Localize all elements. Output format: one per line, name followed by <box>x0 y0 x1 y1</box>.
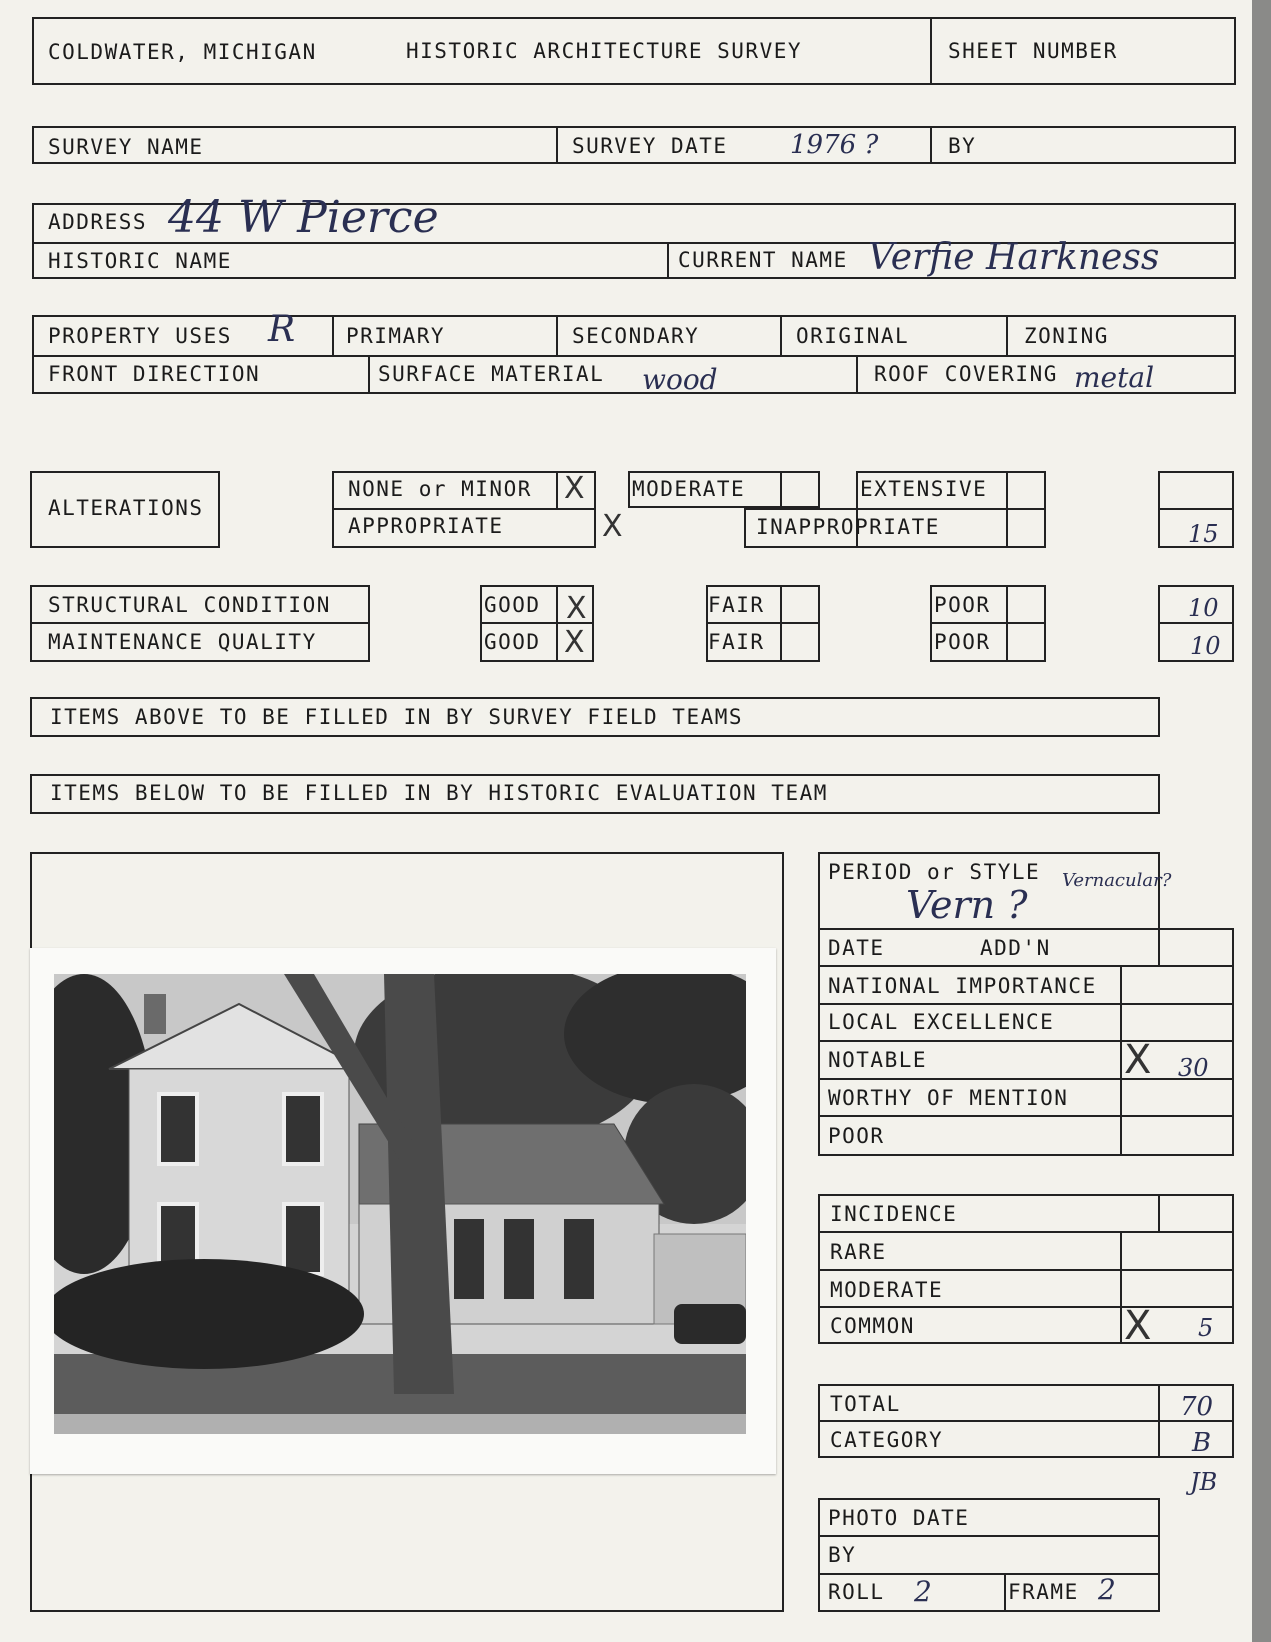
total-value: 70 <box>1180 1392 1214 1422</box>
alt-moderate: MODERATE <box>632 477 746 501</box>
house-photo <box>30 948 776 1474</box>
notable-label: NOTABLE <box>828 1048 928 1072</box>
common-label: COMMON <box>830 1314 915 1338</box>
rare-label: RARE <box>830 1240 887 1264</box>
current-name-label: CURRENT NAME <box>678 248 848 272</box>
poor-label: POOR <box>828 1124 885 1148</box>
alt-extensive: EXTENSIVE <box>860 477 988 501</box>
category-label: CATEGORY <box>830 1428 944 1452</box>
structural-good-check: X <box>566 591 587 626</box>
address-label: ADDRESS <box>48 210 148 234</box>
alt-appropriate-check: X <box>602 509 623 544</box>
address-value: 44 W Pierce <box>168 192 439 243</box>
sheet-number-label: SHEET NUMBER <box>948 39 1118 63</box>
photo-date-label: PHOTO DATE <box>828 1506 970 1530</box>
notable-check: X <box>1124 1037 1152 1083</box>
frame-label: FRAME <box>1008 1580 1079 1604</box>
roll-label: ROLL <box>828 1580 885 1604</box>
maintenance-score: 10 <box>1190 632 1221 660</box>
common-score: 5 <box>1198 1314 1214 1342</box>
period-style-label: PERIOD or STYLE <box>828 860 1041 884</box>
addn-label: ADD'N <box>980 936 1051 960</box>
maintenance-good-check: X <box>564 625 585 660</box>
primary-label: PRIMARY <box>346 324 446 348</box>
historic-name-label: HISTORIC NAME <box>48 249 232 273</box>
scan-background-edge <box>1252 0 1271 1642</box>
worthy-of-mention-label: WORTHY OF MENTION <box>828 1086 1069 1110</box>
frame-value: 2 <box>1098 1573 1116 1606</box>
alt-inappropriate: INAPPROPRIATE <box>756 515 940 539</box>
incidence-label: INCIDENCE <box>830 1202 958 1226</box>
header-survey-title: HISTORIC ARCHITECTURE SURVEY <box>406 39 803 63</box>
total-label: TOTAL <box>830 1392 901 1416</box>
secondary-label: SECONDARY <box>572 324 700 348</box>
survey-name-label: SURVEY NAME <box>48 135 204 159</box>
structural-poor: POOR <box>934 593 991 617</box>
current-name-value: Verfie Harkness <box>868 237 1160 278</box>
original-label: ORIGINAL <box>796 324 910 348</box>
surface-material-label: SURFACE MATERIAL <box>378 362 605 386</box>
house-photo-image <box>54 974 746 1434</box>
survey-date-label: SURVEY DATE <box>572 134 728 158</box>
structural-condition-label: STRUCTURAL CONDITION <box>48 593 331 617</box>
maintenance-quality-label: MAINTENANCE QUALITY <box>48 630 317 654</box>
incidence-moderate-label: MODERATE <box>830 1278 944 1302</box>
alterations-label: ALTERATIONS <box>48 496 204 520</box>
maintenance-poor: POOR <box>934 630 991 654</box>
header-city: COLDWATER, MICHIGAN <box>48 40 317 64</box>
note-above: ITEMS ABOVE TO BE FILLED IN BY SURVEY FIELD TEAMS <box>50 705 744 729</box>
roof-covering-label: ROOF COVERING <box>874 362 1058 386</box>
period-style-value: Vern ? <box>906 883 1028 927</box>
property-uses-value: R <box>268 309 296 350</box>
common-check: X <box>1124 1303 1152 1349</box>
category-value: B <box>1192 1428 1212 1458</box>
structural-score: 10 <box>1188 594 1219 622</box>
roll-value: 2 <box>914 1575 932 1608</box>
importance-table <box>818 928 1234 1156</box>
national-importance-label: NATIONAL IMPORTANCE <box>828 974 1097 998</box>
structural-fair: FAIR <box>708 593 765 617</box>
alt-score: 15 <box>1188 520 1219 548</box>
property-uses-label: PROPERTY USES <box>48 324 232 348</box>
survey-date-value: 1976 ? <box>790 130 879 160</box>
maintenance-fair: FAIR <box>708 630 765 654</box>
surface-material-value: wood <box>642 363 718 396</box>
note-below: ITEMS BELOW TO BE FILLED IN BY HISTORIC EVALUATION TEAM <box>50 781 828 805</box>
notable-score: 30 <box>1178 1054 1209 1082</box>
front-direction-label: FRONT DIRECTION <box>48 362 261 386</box>
initials: JB <box>1190 1468 1218 1496</box>
roof-covering-value: metal <box>1074 361 1155 394</box>
period-style-note: Vernacular? <box>1062 870 1172 891</box>
alt-appropriate: APPROPRIATE <box>348 514 504 538</box>
structural-good: GOOD <box>484 593 541 617</box>
local-excellence-label: LOCAL EXCELLENCE <box>828 1010 1055 1034</box>
zoning-label: ZONING <box>1024 324 1109 348</box>
photo-by-label: BY <box>828 1543 857 1567</box>
alt-none-minor-check: X <box>564 471 585 506</box>
alt-none-minor: NONE or MINOR <box>348 477 532 501</box>
maintenance-good: GOOD <box>484 630 541 654</box>
survey-by-label: BY <box>948 134 977 158</box>
date-label: DATE <box>828 936 885 960</box>
